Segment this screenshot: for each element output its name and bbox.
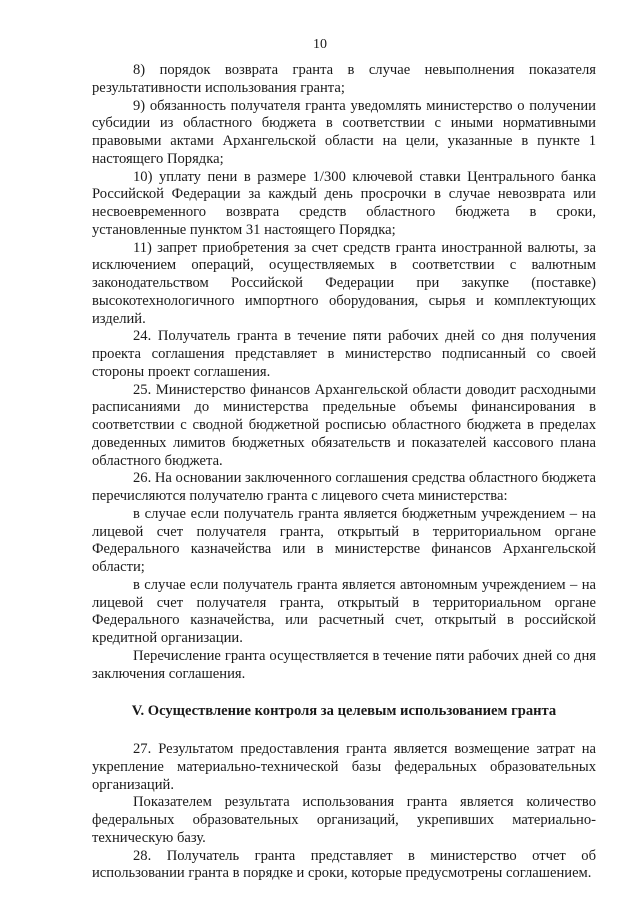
paragraph-clause-27: 27. Результатом предоставления гранта является возмещение затрат на укрепление материально-технической базы федеральных образовательных организаций. (92, 741, 596, 793)
paragraph-item-9: 9) обязанность получателя гранта уведомлять министерство о получении субсидии из областного бюджета в соответствии с иными нормативными правовыми актами Архангельской области на цели, указанные в пункте 1 настоящего Порядка; (92, 97, 596, 167)
page-number: 10 (313, 37, 327, 52)
paragraph-clause-26: 26. На основании заключенного соглашения средства областного бюджета перечисляются получателю гранта с лицевого счета министерства: (92, 470, 597, 504)
paragraph-item-8: 8) порядок возврата гранта в случае невыполнения показателя результативности использования гранта; (92, 62, 596, 96)
section-heading: V. Осуществление контроля за целевым использованием гранта (131, 703, 557, 720)
document-body (92, 62, 596, 883)
paragraph-budget-institution: в случае если получатель гранта является бюджетным учреждением – на лицевой счет получателя гранта, открытый в территориальном органе Федерального казначейства или в министерстве финансов Архангельской области; (92, 505, 596, 575)
paragraph-item-10: 10) уплату пени в размере 1/300 ключевой ставки Центрального банка Российской Федерации за каждый день просрочки в случае невозврата или несвоевременного возврата средств областного бюджета в сроки, установленные пунктом 31 настоящего Порядка; (92, 168, 596, 238)
paragraph-item-11: 11) запрет приобретения за счет средств гранта иностранной валюты, за исключением операций, осуществляемых в соответствии с валютным законодательством Российской Федерации при закупке (поставке) высокотехнологичного импортного оборудования, сырья и комплектующих изделий. (92, 239, 596, 327)
paragraph-transfer-term: Перечисление гранта осуществляется в течение пяти рабочих дней со дня заключения соглашения. (92, 647, 596, 682)
paragraph-clause-25: 25. Министерство финансов Архангельской области доводит расходными расписаниями до министерства предельные объемы финансирования в соответствии с сводной бюджетной росписью областного бюджета в пределах доведенных лимитов бюджетных обязательств и показателей кассового плана областного бюджета. (92, 381, 596, 469)
paragraph-clause-28: 28. Получатель гранта представляет в министерство отчет об использовании гранта в порядке и сроки, которые предусмотрены соглашением. (92, 847, 596, 882)
paragraph-result-indicator: Показателем результата использования гранта является количество федеральных образовательных организаций, укрепивших материально-техническую базу. (92, 794, 596, 846)
paragraph-autonomous-institution: в случае если получатель гранта является автономным учреждением – на лицевой счет получателя гранта, открытый в территориальном органе Федерального казначейства, или расчетный счет, открытый в российской кредитной организации. (92, 576, 596, 646)
paragraph-clause-24: 24. Получатель гранта в течение пяти рабочих дней со дня получения проекта соглашения представляет в министерство подписанный со своей стороны проект соглашения. (92, 328, 596, 380)
